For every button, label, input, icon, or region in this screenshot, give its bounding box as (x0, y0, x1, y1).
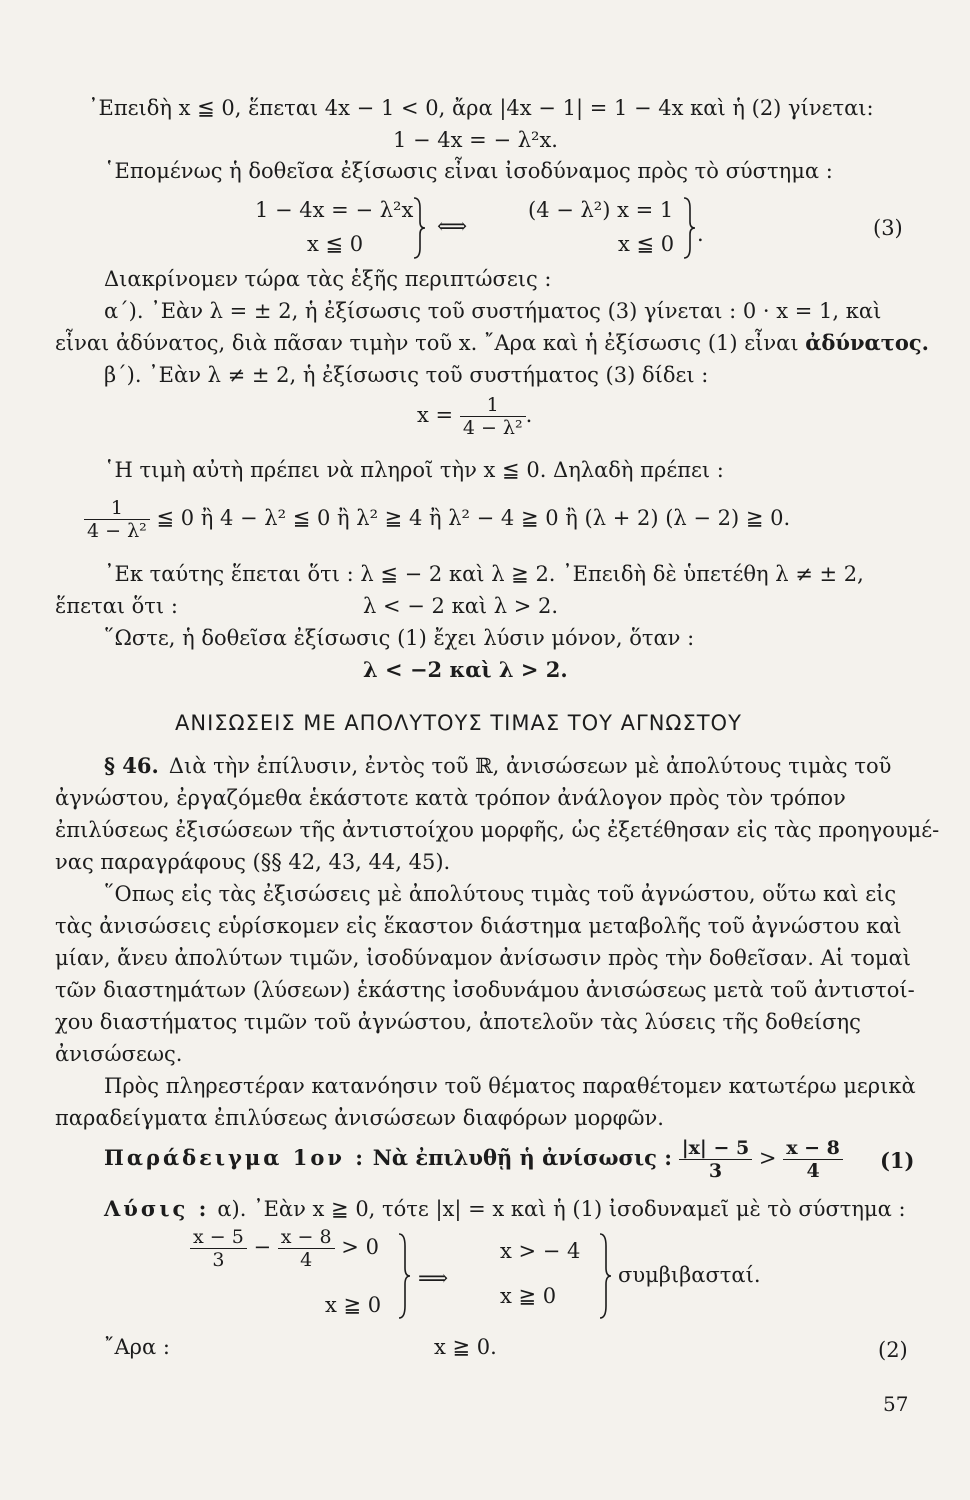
fraction-denominator: 4 − λ² (462, 417, 523, 439)
result-line: x ≧ 0. (434, 1335, 497, 1359)
right-brace-icon (412, 196, 426, 260)
text-line (55, 330, 929, 356)
system-left-bottom: x ≧ 0 (325, 1293, 382, 1317)
fraction-denominator: 3 (212, 1249, 225, 1271)
text-line: τῶν διαστημάτων (λύσεων) ἑκάστης ἰσοδυνάμου ἀνισώσεως μετὰ τοῦ ἀντιστοί- (55, 978, 915, 1002)
fraction-denominator: 4 (300, 1249, 313, 1271)
section-heading: ΑΝΙΣΩΣΕΙΣ ΜΕ ΑΠΟΛΥΤΟΥΣ ΤΙΜΑΣ ΤΟΥ ΑΓΝΩΣΤΟΥ (175, 711, 742, 735)
right-brace-icon (682, 196, 696, 260)
fraction (460, 394, 526, 439)
text-line: ᾽Επειδὴ x ≦ 0, ἕπεται 4x − 1 < 0, ἄρα |4x − 1| = 1 − 4x καὶ ἡ (2) γίνεται: (88, 96, 874, 120)
example-label: Παράδειγμα 1ον : (104, 1145, 367, 1170)
fraction-denominator: 4 − λ² (87, 520, 147, 542)
example-text: Νὰ ἐπιλυθῇ ἡ ἀνίσωσις : (372, 1145, 672, 1170)
inequality-rest: ≦ 0 ἢ 4 − λ² ≦ 0 ἢ λ² ≧ 4 ἢ λ² − 4 ≧ 0 ἢ (λ + 2) (λ − 2) ≧ 0. (156, 506, 791, 530)
text-line: ἕπεται ὅτι : (55, 594, 178, 618)
fraction (278, 1226, 335, 1271)
text-line: τὰς ἀνισώσεις εὑρίσκομεν εἰς ἕκαστον διάστημα μεταβολῆς τοῦ ἀγνώστου καὶ (55, 914, 902, 938)
text-line: ἀνισώσεως. (55, 1042, 183, 1066)
fraction-denominator: 4 (806, 1160, 820, 1182)
fraction-numerator: x − 8 (783, 1137, 843, 1160)
fraction (190, 1226, 247, 1271)
minus-sign: − (253, 1235, 272, 1259)
result-line: λ < −2 καὶ λ > 2. (363, 657, 568, 682)
text-line: χου διαστήματος τιμῶν τοῦ ἀγνώστου, ἀποτελοῦν τὰς λύσεις τῆς δοθείσης (55, 1010, 861, 1034)
text-line: μίαν, ἄνευ ἀπολύτων τιμῶν, ἰσοδύναμον ἀνίσωσιν πρὸς τὴν δοθεῖσαν. Αἱ τομαὶ (55, 946, 911, 970)
fraction (84, 497, 150, 542)
therefore-label: ῎Αρα : (104, 1335, 170, 1359)
text-line: νας παραγράφους (§§ 42, 43, 44, 45). (55, 850, 451, 874)
system-left-top (190, 1226, 379, 1271)
fraction-numerator: x − 8 (278, 1226, 335, 1249)
operator: > (758, 1146, 777, 1170)
text-line: ῾Η τιμὴ αὐτὴ πρέπει νὰ πληροῖ τὴν x ≦ 0. Δηλαδὴ πρέπει : (104, 458, 724, 482)
greater-than: > 0 (341, 1235, 379, 1259)
text-line: Διακρίνομεν τώρα τὰς ἑξῆς περιπτώσεις : (104, 267, 552, 291)
system-right-bottom: x ≦ 0 (618, 232, 675, 256)
equation-tag-3: (3) (873, 216, 903, 240)
equation-tag-2: (2) (878, 1338, 908, 1362)
right-brace-icon (598, 1232, 612, 1320)
fraction-denominator: 3 (708, 1160, 723, 1182)
equivalence-arrow: ⟺ (437, 214, 468, 238)
example-line (104, 1137, 843, 1182)
equation-lhs: x = (417, 403, 454, 427)
text-line: Πρὸς πληρεστέραν κατανόησιν τοῦ θέματος παραθέτομεν κατωτέρω μερικὰ (104, 1074, 916, 1098)
text-line: ῾Επομένως ἡ δοθεῖσα ἐξίσωσις εἶναι ἰσοδύναμος πρὸς τὸ σύστημα : (104, 159, 833, 183)
text-span: εἶναι ἀδύνατος, διὰ πᾶσαν τιμὴν τοῦ x. ῎Αρα καὶ ἡ ἐξίσωσις (1) εἶναι (55, 331, 799, 355)
system-left-top: 1 − 4x = − λ²x (255, 198, 414, 222)
fraction-numerator: 1 (84, 497, 150, 520)
system-right-top: x > − 4 (500, 1239, 581, 1263)
text-line: ἐπιλύσεως ἐξισώσεων τῆς ἀντιστοίχου μορφῆς, ὡς ἐξετέθησαν εἰς τὰς προηγουμέ- (55, 818, 940, 842)
text-line: ῞Οπως εἰς τὰς ἐξισώσεις μὲ ἀπολύτους τιμὰς τοῦ ἀγνώστου, οὕτω καὶ εἰς (104, 882, 897, 906)
system-right-top: (4 − λ²) x = 1 (528, 198, 674, 222)
text-line: ῞Ωστε, ἡ δοθεῖσα ἐξίσωσις (1) ἔχει λύσιν μόνον, ὅταν : (104, 626, 695, 650)
text-line: β΄). ᾽Εὰν λ ≠ ± 2, ἡ ἐξίσωσις τοῦ συστήματος (3) δίδει : (104, 363, 709, 387)
compatible-word: συμβιβασταί. (618, 1263, 761, 1287)
right-brace-icon (397, 1232, 411, 1320)
fraction-numerator: 1 (460, 394, 526, 417)
solution-label: Λύσις : (104, 1196, 210, 1221)
fraction (783, 1137, 843, 1182)
equation-line: 1 − 4x = − λ²x. (393, 128, 558, 152)
text-line: παραδείγματα ἐπιλύσεως ἀνισώσεων διαφόρων μορφῶν. (55, 1106, 664, 1130)
text-line: ᾽Εκ ταύτης ἕπεται ὅτι : λ ≦ − 2 καὶ λ ≧ 2. ᾽Επειδὴ δὲ ὑπετέθη λ ≠ ± 2, (104, 562, 864, 586)
fraction-numerator: x − 5 (190, 1226, 247, 1249)
text-line: ἀγνώστου, ἐργαζόμεθα ἑκάστοτε κατὰ τρόπον ἀνάλογον πρὸς τὸν τρόπον (55, 786, 846, 810)
equation-end: . (525, 403, 533, 427)
fraction-numerator: |x| − 5 (679, 1137, 753, 1160)
text-span: Διὰ τὴν ἐπίλυσιν, ἐντὸς τοῦ ℝ, ἀνισώσεων μὲ ἀπολύτους τιμὰς τοῦ (168, 754, 892, 778)
system-right-bottom: x ≧ 0 (500, 1284, 557, 1308)
text-line: α΄). ᾽Εὰν λ = ± 2, ἡ ἐξίσωσις τοῦ συστήματος (3) γίνεται : 0 · x = 1, καὶ (104, 299, 882, 323)
text-line (104, 753, 910, 779)
fraction-equation (417, 394, 532, 439)
equation-tag-1: (1) (880, 1148, 915, 1173)
fraction (679, 1137, 753, 1182)
page-number: 57 (883, 1392, 909, 1416)
implies-arrow: ⟹ (418, 1266, 449, 1290)
system-left-bottom: x ≦ 0 (307, 232, 364, 256)
section-number: § 46. (104, 753, 159, 778)
bold-word: ἀδύνατος. (805, 330, 929, 355)
inequality-chain (84, 497, 790, 542)
solution-line (104, 1196, 910, 1222)
equation-line: λ < − 2 καὶ λ > 2. (363, 594, 559, 618)
solution-text: α). ᾽Εὰν x ≧ 0, τότε |x| = x καὶ ἡ (1) ἰσοδυναμεῖ μὲ τὸ σύστημα : (217, 1197, 906, 1221)
system-dot: . (697, 222, 704, 246)
